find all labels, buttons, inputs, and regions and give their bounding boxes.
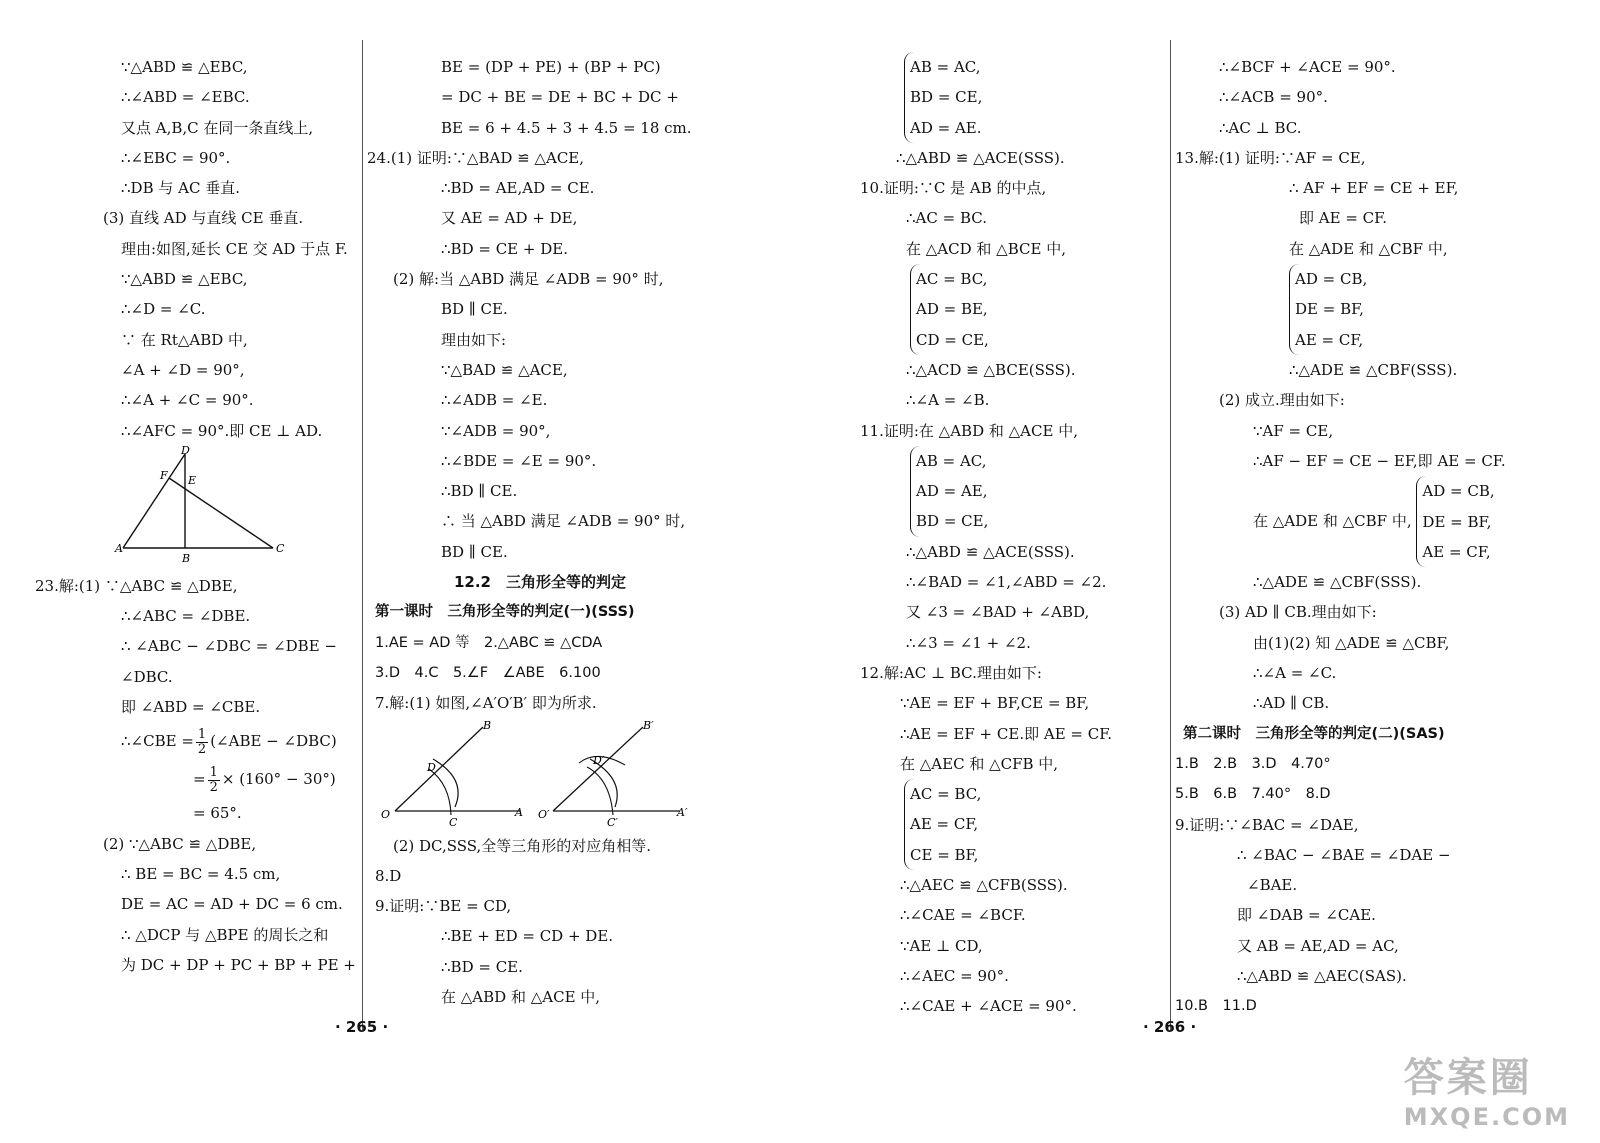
page-number-right: · 266 ·: [1143, 1018, 1197, 1036]
text-line: 又 AE = AD + DE,: [441, 209, 578, 228]
text-line: ∠DBC.: [121, 667, 173, 686]
text-line: (2) 成立.理由如下:: [1219, 391, 1345, 410]
text-line: ∵AF = CE,: [1253, 421, 1334, 440]
label-c: C: [276, 541, 285, 555]
lesson-heading: 第二课时 三角形全等的判定(二)(SAS): [1183, 725, 1445, 742]
text-line: ∴∠ADB = ∠E.: [441, 391, 548, 410]
text-line: DE = BF,: [1422, 512, 1492, 531]
text-line: 9.证明:∵BE = CD,: [375, 897, 512, 916]
text-line: ∴∠BDE = ∠E = 90°.: [441, 451, 597, 470]
text-line: ∴ ∠BAC − ∠BAE = ∠DAE −: [1237, 845, 1451, 864]
text-line: ∴△ABD ≌ △ACE(SSS).: [906, 542, 1075, 561]
text-line: ∴AF − EF = CE − EF,即 AE = CF.: [1253, 451, 1506, 470]
text-line: ∴BD = CE + DE.: [441, 239, 568, 258]
text-line: ∴∠BAD = ∠1,∠ABD = ∠2.: [906, 573, 1107, 592]
left-col-2: [367, 52, 705, 1012]
text-line: BD = CE,: [916, 512, 989, 531]
text-line: ∴∠A = ∠C.: [1253, 664, 1337, 683]
watermark-bottom: MXQE.COM: [1403, 1103, 1570, 1131]
text-line: ∴∠A + ∠C = 90°.: [121, 391, 254, 410]
text-line: ∵△BAD ≌ △ACE,: [441, 360, 568, 379]
fraction-half: $\frac{1}{2}$: [197, 726, 207, 757]
text-line: ∴△ADE ≌ △CBF(SSS).: [1253, 573, 1422, 592]
text-line: ∴AE = EF + CE.即 AE = CF.: [900, 724, 1113, 743]
label-c: C: [449, 815, 458, 829]
text-line: (2) 解:当 △ABD 满足 ∠ADB = 90° 时,: [393, 270, 664, 289]
text-line: 24.(1) 证明:∵△BAD ≌ △ACE,: [367, 148, 585, 167]
text-line: (2) ∵△ABC ≌ △DBE,: [103, 834, 257, 853]
text-line: (3) 直线 AD 与直线 CE 垂直.: [103, 209, 304, 228]
text-line: ∴△ADE ≌ △CBF(SSS).: [1289, 360, 1458, 379]
text-line: ∴∠ABC = ∠DBE.: [121, 607, 251, 626]
column-divider: [362, 40, 363, 1030]
text-line: 为 DC + DP + PC + BP + PE +: [121, 955, 356, 974]
text-line: ∴BD = AE,AD = CE.: [441, 179, 595, 198]
label-e: E: [188, 473, 197, 487]
system-brace: [910, 446, 1180, 537]
label-a-prime: A′: [677, 805, 688, 819]
text-line: AE = CF,: [1422, 542, 1491, 561]
text-line: ∠A + ∠D = 90°,: [121, 360, 245, 379]
text-line: ∵△ABD ≌ △EBC,: [121, 58, 248, 76]
text-line: ∴DB 与 AC 垂直.: [121, 179, 240, 198]
text-line: 12.解:AC ⊥ BC.理由如下:: [860, 663, 1042, 682]
text-line: ∴∠ABD = ∠EBC.: [121, 88, 250, 107]
text-line: 在 △ABD 和 △ACE 中,: [441, 988, 601, 1007]
formula-line: [85, 760, 365, 798]
text-line: AD = AE.: [910, 118, 982, 137]
text-line: 即 ∠DAB = ∠CAE.: [1237, 906, 1376, 925]
text-line: 9.证明:∵∠BAC = ∠DAE,: [1175, 815, 1359, 834]
text-line: = DC + BE = DE + BC + DC +: [441, 88, 679, 107]
text-line: ∴AC ⊥ BC.: [1219, 118, 1302, 137]
label-f: F: [160, 468, 168, 482]
text-line: AD = AE,: [916, 482, 988, 501]
text-line: 又点 A,B,C 在同一条直线上,: [121, 118, 314, 137]
text-line: 11.证明:在 △ABD 和 △ACE 中,: [860, 421, 1078, 440]
system-brace: [904, 779, 1180, 870]
text-line: 又 AB = AE,AD = AC,: [1237, 936, 1399, 955]
text-line: ∴△ACD ≌ △BCE(SSS).: [906, 360, 1076, 379]
text-line: ∴△ABD ≌ △ACE(SSS).: [896, 148, 1065, 167]
text-line: 即 ∠ABD = ∠CBE.: [121, 698, 261, 717]
text-line: (3) AD ∥ CB.理由如下:: [1219, 603, 1377, 622]
text-line: 7.解:(1) 如图,∠A′O′B′ 即为所求.: [375, 694, 597, 713]
text-line: = 65°.: [193, 804, 242, 823]
text-line: BE = 6 + 4.5 + 3 + 4.5 = 18 cm.: [441, 118, 692, 137]
text-line: 8.D: [375, 866, 402, 885]
text-line: AC = BC,: [910, 785, 982, 804]
text-line: ∴∠CAE = ∠BCF.: [900, 906, 1026, 925]
text-line: 即 AE = CF.: [1299, 209, 1387, 228]
watermark-logo: [1404, 1046, 1570, 1131]
text-line: 23.解:(1) ∵△ABC ≌ △DBE,: [35, 576, 238, 595]
left-col-1: [35, 52, 365, 980]
text-line: BD ∥ CE.: [441, 542, 508, 561]
text-line: ∵AE = EF + BF,CE = BF,: [900, 694, 1090, 713]
text-line: ∵△ABD ≌ △EBC,: [121, 270, 248, 289]
system-brace: [910, 264, 1180, 355]
formula-line: [85, 722, 365, 760]
text-line: AD = CB,: [1295, 270, 1368, 289]
text-line: ∴∠A = ∠B.: [906, 391, 990, 410]
text-line: 在 △AEC 和 △CFB 中,: [900, 754, 1059, 773]
section-title: 12.2 三角形全等的判定: [453, 573, 626, 592]
answer-line: 1.AE = AD 等 2.△ABC ≌ △CDA: [375, 634, 603, 651]
system-brace: [904, 52, 1180, 143]
text-line: ∴△AEC ≌ △CFB(SSS).: [900, 876, 1068, 895]
formula-rhs: (∠ABE − ∠DBC): [210, 732, 337, 751]
label-o: O: [381, 807, 391, 821]
label-a: A: [115, 541, 123, 555]
text-line: ∴ BE = BC = 4.5 cm,: [121, 864, 281, 883]
system-brace: [1289, 264, 1523, 355]
system-with-label: [1183, 476, 1523, 567]
text-line: ∴ ∠ABC − ∠DBC = ∠DBE −: [121, 637, 337, 656]
answer-line: 5.B 6.B 7.40° 8.D: [1175, 786, 1331, 803]
text-line: ∴∠EBC = 90°.: [121, 148, 231, 167]
column-divider: [1170, 40, 1171, 1030]
text-line: 在 △ACD 和 △BCE 中,: [906, 239, 1066, 258]
label-b: B: [483, 718, 492, 732]
label-c-prime: C′: [607, 815, 618, 829]
text-line: 在 △ADE 和 △CBF 中,: [1289, 239, 1448, 258]
text-line: ∴BD ∥ CE.: [441, 482, 518, 501]
text-line: 理由如下:: [441, 330, 507, 349]
text-line: 13.解:(1) 证明:∵AF = CE,: [1175, 148, 1366, 167]
text-line: ∵AE ⊥ CD,: [900, 936, 983, 955]
page-number-left: · 265 ·: [335, 1018, 389, 1036]
text-line: AE = CF,: [910, 815, 979, 834]
text-line: DE = AC = AD + DC = 6 cm.: [121, 895, 343, 914]
text-line: BD ∥ CE.: [441, 300, 508, 319]
text-line: ∵∠ADB = 90°,: [441, 421, 551, 440]
system-brace: [1416, 476, 1494, 567]
text-line: ∴∠ACB = 90°.: [1219, 88, 1328, 107]
text-line: BE = (DP + PE) + (BP + PC): [441, 58, 661, 76]
label-b: B: [182, 551, 191, 565]
figure-angle-construction: [375, 719, 695, 831]
label-d: D: [427, 760, 436, 774]
text-line: ∠BAE.: [1247, 876, 1298, 895]
right-col-4: [1175, 52, 1523, 1022]
text-line: 理由:如图,延长 CE 交 AD 于点 F.: [121, 239, 348, 258]
text-line: ∴△ABD ≌ △AEC(SAS).: [1237, 967, 1407, 986]
fraction-half: $\frac{1}{2}$: [209, 764, 218, 795]
label-d-prime: D′: [593, 753, 605, 767]
text-line: ∵ 在 Rt△ABD 中,: [121, 330, 248, 349]
formula-lhs: ∴∠CBE =: [121, 732, 194, 751]
figure-triangle-adc: [113, 446, 313, 571]
text-line: 10.证明:∵C 是 AB 的中点,: [860, 179, 1047, 198]
answer-line: 10.B 11.D: [1175, 998, 1257, 1015]
text-line: 又 ∠3 = ∠BAD + ∠ABD,: [906, 603, 1090, 622]
text-line: ∴ 当 △ABD 满足 ∠ADB = 90° 时,: [441, 512, 686, 531]
text-line: CE = BF,: [910, 845, 979, 864]
text-line: AD = CB,: [1422, 482, 1495, 501]
text-line: (2) DC,SSS,全等三角形的对应角相等.: [393, 836, 652, 855]
text-line: AB = AC,: [916, 451, 987, 470]
text-line: ∴ △DCP 与 △BPE 的周长之和: [121, 925, 329, 944]
right-col-3: [860, 52, 1180, 1022]
text-line: CD = CE,: [916, 330, 989, 349]
label-o-prime: O′: [538, 807, 550, 821]
text-line: ∴AD ∥ CB.: [1253, 694, 1330, 713]
text-line: AB = AC,: [910, 58, 981, 76]
text-line: 由(1)(2) 知 △ADE ≌ △CBF,: [1253, 633, 1450, 652]
lesson-heading: 第一课时 三角形全等的判定(一)(SSS): [375, 604, 635, 621]
text-line: BD = CE,: [910, 88, 983, 107]
text-line: AD = BE,: [916, 300, 988, 319]
text-line: AC = BC,: [916, 270, 988, 289]
label-d: D: [181, 445, 190, 457]
text-line: 在 △ADE 和 △CBF 中,: [1253, 512, 1412, 531]
answer-line: 3.D 4.C 5.∠F ∠ABE 6.100: [375, 664, 601, 681]
text-line: ∴∠D = ∠C.: [121, 300, 206, 319]
text-line: ∴∠AEC = 90°.: [900, 966, 1009, 985]
text-line: ∴BD = CE.: [441, 957, 523, 976]
text-line: ∴∠3 = ∠1 + ∠2.: [906, 633, 1031, 652]
text-line: DE = BF,: [1295, 300, 1364, 319]
label-b-prime: B′: [643, 718, 654, 732]
text-line: ∴BE + ED = CD + DE.: [441, 927, 614, 946]
text-line: AE = CF,: [1295, 330, 1364, 349]
text-line: ∴AC = BC.: [906, 209, 987, 228]
text-line: ∴ AF + EF = CE + EF,: [1289, 179, 1459, 198]
text-line: ∴∠AFC = 90°.即 CE ⊥ AD.: [121, 421, 323, 440]
answer-line: 1.B 2.B 3.D 4.70°: [1175, 755, 1331, 772]
text-line: ∴∠BCF + ∠ACE = 90°.: [1219, 58, 1396, 76]
text-line: ∴∠CAE + ∠ACE = 90°.: [900, 997, 1077, 1016]
label-a: A: [515, 805, 523, 819]
formula-rest: × (160° − 30°): [221, 770, 336, 789]
watermark-top: 答案圈: [1403, 1055, 1533, 1101]
formula-eq: =: [193, 770, 206, 789]
